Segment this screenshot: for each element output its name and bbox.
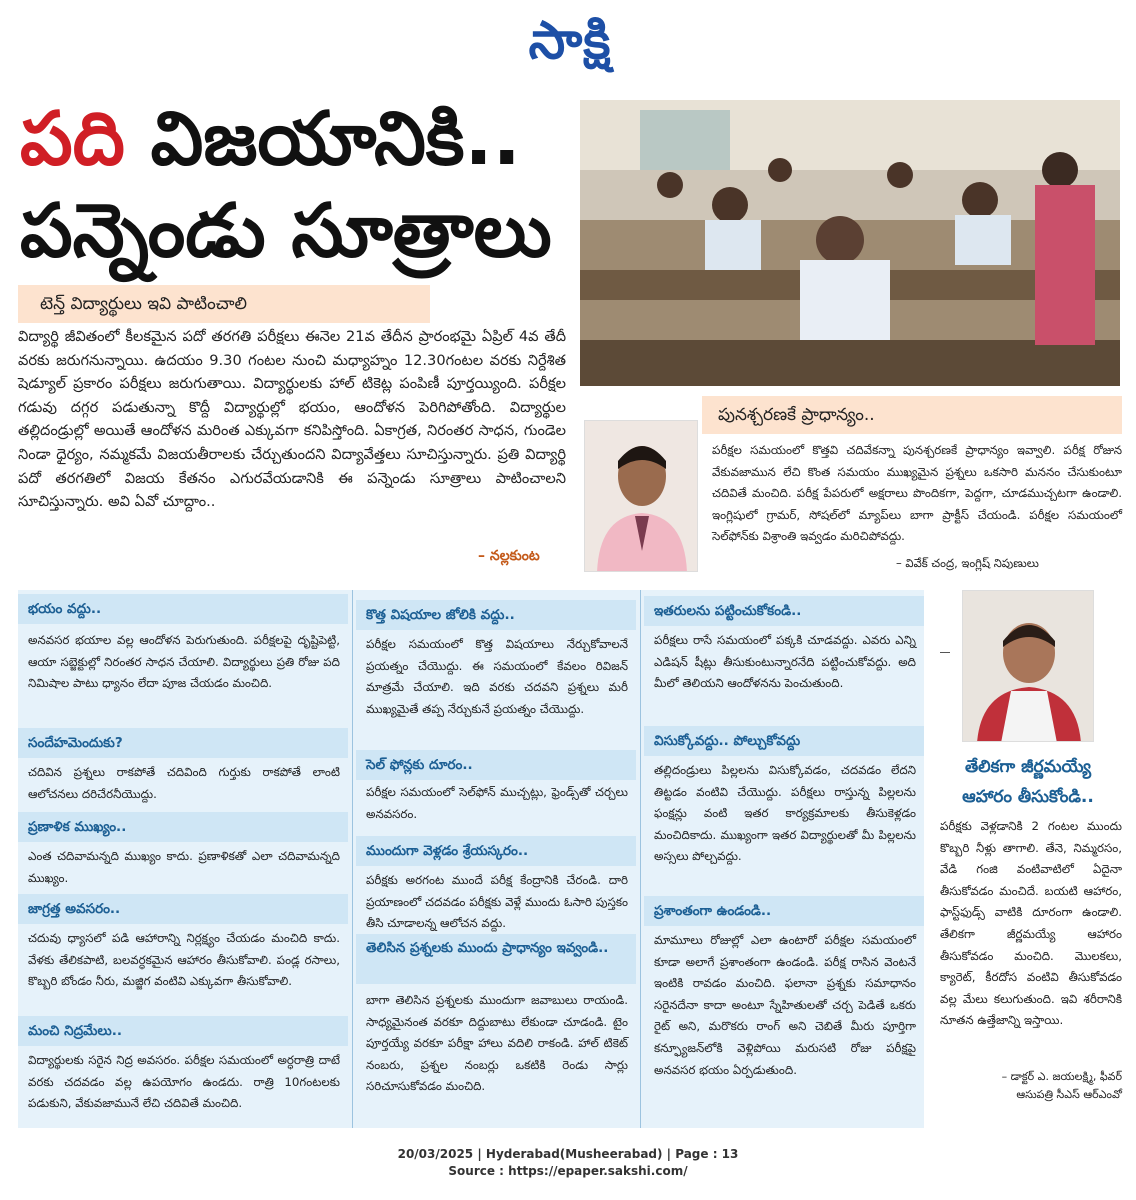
tips-column-3 [644,590,924,1128]
sidebar-title: పునశ్చరణకే ప్రాధాన్యం.. [702,396,1122,434]
intro-byline: – నల్లకుంట [478,548,540,564]
headline-line2: పన్నెండు సూత్రాలు [20,188,552,274]
tip-body: అనవసర భయాల వల్ల ఆందోళన పెరుగుతుంది. పరీక్షలపై దృష్టిపెట్టి, ఆయా సబ్జెక్టుల్లో నిరంతర సాధన చేయాలి. విద్యార్థులు ప్రతి రోజు పది నిమిషాల పాటు ధ్యానం లేదా పూజ చేయడం మంచిది. [28,633,340,691]
tip-head: జాగ్రత్త అవసరం.. [18,894,348,924]
tips-column-1 [18,590,348,1128]
expert-portrait-vivek [584,420,698,572]
tip-body: బాగా తెలిసిన ప్రశ్నలకు ముందుగా జవాబులు రాయండి. సాధ్యమైనంత వరకూ దిద్దుబాటు లేకుండా చూడండి. టైం పూర్తయ్యే వరకూ పరీక్షా హాలు వదిలి రాకండి. హాల్‌ టికెట్‌ నంబరు, ప్రశ్నల నంబర్లు ఒకటికి రెండు సార్లు సరిచూసుకోవడం మంచిది. [366,993,628,1094]
right-panel-text: పరీక్షకు వెళ్లడానికి 2 గంటల ముందు కొబ్బరి నీళ్లు తాగాలి. తేనె, నిమ్మరసం, వేడి గంజి వంటివాటిలో ఏదైనా తీసుకోవడం మంచిదే. బయటి ఆహారం, ఫాస్ట్‌ఫుడ్స్‌ వాటికి దూరంగా ఉండాలి. తేలికగా జీర్ణమయ్యే ఆహారం తీసుకోవడం మంచిది. మొలకలు, క్యారెట్‌, కీరదోస వంటివి తీసుకోవడం వల్ల మేలు కలుగుతుంది. ఇవి శరీరానికి నూతన ఉత్తేజాన్ని ఇస్తాయి. [940,819,1122,1028]
tip-body: విద్యార్థులకు సరైన నిద్ర అవసరం. పరీక్షల సమయంలో అర్ధరాత్రి దాటే వరకు చదవడం వల్ల ఉపయోగం ఉండదు. రాత్రి 10గంటలకు పడుకుని, వేకువజామునే లేచి చదివితే మంచిది. [28,1053,340,1111]
tips-column-2 [356,590,636,1128]
tip-body: పరీక్షల సమయంలో సెల్‌ఫోన్‌ ముచ్చట్లు, ఫ్రెండ్స్‌తో చర్చలు అనవసరం. [366,785,628,821]
tip-head: ప్రశాంతంగా ఉండండి.. [644,896,924,926]
right-panel-title [930,752,1126,812]
tip-body: పరీక్షల సమయంలో కొత్త విషయాలు నేర్చుకోవాలనే ప్రయత్నం చేయొద్దు. ఈ సమయంలో కేవలం రివిజన్‌ మాత్రమే చేయాలి. ఇది వరకు చదవని ప్రశ్నలు మరీ ముఖ్యమైతే తప్ప నేర్చుకునే ప్రయత్నం చేయొద్దు. [366,637,628,716]
tip-head: విసుక్కోవద్దు.. పోల్చుకోవద్దు [644,726,924,756]
right-panel-byline-line2: ఆసుపత్రి సీఎస్‌ ఆర్‌ఎంవో [1016,1088,1122,1101]
tip-head: ప్రణాళిక ముఖ్యం.. [18,812,348,842]
tip-head: తెలిసిన ప్రశ్నలకు ముందు ప్రాధాన్యం ఇవ్వండి.. [356,934,636,984]
tip-head: కొత్త విషయాల జోలికి వద్దు.. [356,600,636,630]
sidebar-byline: – వివేక్‌ చంద్ర, ఇంగ్లిష్‌ నిపుణులు [896,556,1039,570]
tip-body: తల్లిదండ్రులు పిల్లలను విసుక్కోవడం, చదవడం లేదని తిట్టడం వంటివి చేయొద్దు. పరీక్షలు రాస్తున్న పిల్లలను ఫంక్షన్లు వంటి ఇతర కార్యక్రమాలకు తీసుకెళ్లడం మంచిదికాదు. ముఖ్యంగా ఇతర విద్యార్థులతో మీ పిల్లలను అస్సలు పోల్చవద్దు. [654,763,916,864]
tips-panel [18,590,924,1128]
headline-line1 [20,96,590,182]
tip-body: చదివిన ప్రశ్నలు రాకపోతే చదివింది గుర్తుకు రాకపోతే లాంటి ఆలోచనలు దరిచేరనీయొద్దు. [28,765,340,801]
tip-head: ఇతరులను పట్టించుకోకండి.. [644,596,924,626]
tip-head: ముందుగా వెళ్లడం శ్రేయస్కరం.. [356,836,636,866]
kicker: టెన్త్‌ విద్యార్థులు ఇవి పాటించాలి [18,285,430,323]
headline-line1-rest: విజయానికి.. [124,96,521,182]
tip-body: మామూలు రోజుల్లో ఎలా ఉంటారో పరీక్షల సమయంలో కూడా అలాగే ప్రశాంతంగా ఉండండి. పరీక్ష రాసిన వెంటనే ఇంటికి రావడం మంచిది. ఫలానా ప్రశ్నకు సమాధానం సరైనదేనా కాదా అంటూ స్నేహితులతో చర్చ పెడితే ఒకరు రైట్‌ అని, మరొకరు రాంగ్‌ అని చెబితే మీరు పూర్తిగా కన్ఫ్యూజన్‌లోకి వెళ్లిపోయి మరుసటి రోజు పరీక్షపై అనవసర భయం ఏర్పడుతుంది. [654,933,916,1077]
headline-red-word: పది [20,96,125,182]
tip-body: పరీక్షకు అరగంట ముందే పరీక్ష కేంద్రానికి చేరండి. దారి ప్రయాణంలో చదవడం పరీక్షకు వెళ్లే ముందు ఓసారి పుస్తకం తీసి చూడాలన్న ఆలోచన వద్దు. [366,873,628,931]
column-divider [352,590,353,1128]
footer-source-link[interactable]: Source : https://epaper.sakshi.com/ [448,1164,688,1178]
doctor-portrait-jayalakshmi [962,590,1094,742]
right-panel-byline [966,1068,1122,1104]
divider-mark [940,652,950,653]
sakshi-logo: సాక్షి [528,11,612,71]
tip-head: భయం వద్దు.. [18,594,348,624]
column-divider [640,590,641,1128]
classroom-exam-photo [580,100,1120,386]
tip-head: సందేహమెందుకు? [18,728,348,758]
footer-edition-info: 20/03/2025 | Hyderabad(Musheerabad) | Page : 13 [397,1147,739,1161]
right-panel-byline-line1: – డాక్టర్‌ ఎ. జయలక్ష్మి, ఫీవర్‌ [1001,1070,1122,1083]
right-panel-title-line1: తేలికగా జీర్ణమయ్యే [964,757,1092,777]
intro-paragraph: విద్యార్థి జీవితంలో కీలకమైన పదో తరగతి పరీక్షలు ఈనెల 21వ తేదీన ప్రారంభమై ఏప్రిల్‌ 4వ తేదీ వరకు జరుగనున్నాయి. ఉదయం 9.30 గంటల నుంచి మధ్యాహ్నం 12.30గంటల వరకు నిర్దేశిత షెడ్యూల్‌ ప్రకారం పరీక్షలు జరుగుతాయి. విద్యార్థులకు హాల్‌ టికెట్ల పంపిణీ పూర్తయ్యింది. పరీక్షల గడువు దగ్గర పడుతున్నా కొద్దీ విద్యార్థుల్లో భయం, ఆందోళన పెరిగిపోతోంది. విద్యార్థుల తల్లిదండ్రుల్లో అయితే ఆందోళన మరింత ఎక్కువగా కనిపిస్తోంది. ఏకాగ్రత, నిరంతర సాధన, గుండెల నిండా ధైర్యం, నమ్మకమే విజయతీరాలకు చేర్చుతుందని విద్యావేత్తలు సూచిస్తున్నారు. ప్రతి విద్యార్థి పదో తరగతిలో విజయ కేతనం ఎగురవేయడానికి ఈ పన్నెండు సూత్రాలు పాటించాలని సూచిస్తున్నారు. అవి ఏవో చూద్దాం.. [18,328,566,511]
tip-head: మంచి నిద్రమేలు.. [18,1016,348,1046]
tip-body: పరీక్షలు రాసే సమయంలో పక్కకి చూడవద్దు. ఎవరు ఎన్ని ఎడిషన్‌ షీట్లు తీసుకుంటున్నారనేది పట్టించుకోవద్దు. అది మీలో తెలియని ఆందోళనను పెంచుతుంది. [654,633,916,691]
tip-body: చదువు ధ్యాసలో పడి ఆహారాన్ని నిర్లక్ష్యం చేయడం మంచిది కాదు. వేళకు తేలికపాటి, బలవర్ధకమైన ఆహారం తీసుకోవాలి. పండ్ల రసాలు, కొబ్బరి బోండం నీరు, మజ్జిగ వంటివి ఎక్కువగా తీసుకోవాలి. [28,931,340,989]
tip-body: ఎంత చదివామన్నది ముఖ్యం కాదు. ప్రణాళికతో ఎలా చదివామన్నది ముఖ్యం. [28,849,340,885]
right-panel-title-line2: ఆహారం తీసుకోండి.. [962,787,1094,807]
tip-head: సెల్‌ ఫోన్లకు దూరం.. [356,750,636,780]
sidebar-text: పరీక్షల సమయంలో కొత్తవి చదివేకన్నా పునశ్చరణకే ప్రాధాన్యం ఇవ్వాలి. పరీక్ష రోజున వేకువజామున లేచి కొంత సమయం ముఖ్యమైన ప్రశ్నలు ఒకసారి మననం చేసుకుంటూ చదివితే మంచిది. పరీక్ష పేపరులో అక్షరాలు పొందికగా, పెద్దగా, చూడముచ్చటగా ఉండాలి. ఇంగ్లిషులో గ్రామర్‌, సోషల్‌లో మ్యాప్‌లు బాగా ప్రాక్టీస్‌ చేయండి. పరీక్షల సమయంలో సెల్‌ఫోన్‌కు విశ్రాంతి ఇవ్వడం మరిచిపోవద్దు. [712,443,1122,543]
